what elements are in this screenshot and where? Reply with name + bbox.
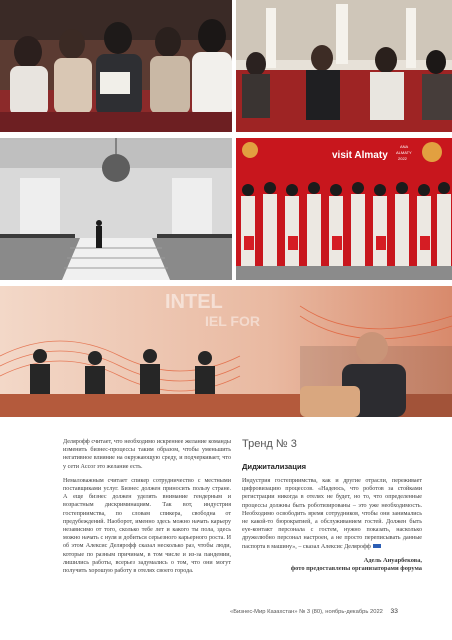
page-number: 33 [390,608,398,615]
photo-staircase [0,138,232,280]
banner-line2: ALMATY [396,150,412,155]
author-name: Адель Ануарбекова, [363,556,422,564]
panel-image [0,286,452,417]
banner-year: 2022 [398,156,407,161]
footer-magazine: «Бизнес-Мир Казахстан» № 3 (80), ноябрь-декабрь 2022 [230,609,383,615]
staircase-image [0,138,232,280]
left-text-column [63,438,231,581]
author-credit [242,557,422,574]
backdrop-text: INTEL [165,291,223,313]
photo-audience-right [236,0,452,132]
trend-title: Тренд № 3 [242,438,297,450]
visit-almaty-logo: visit Almaty [332,150,388,161]
backdrop-text2: IEL FOR [205,313,260,329]
right-text-column [242,438,422,574]
audience-right-image [236,0,452,132]
photo-group-banner [236,138,452,280]
audience-left-image [0,0,232,132]
left-paragraph-2: Немаловажным считает спикер сотрудничество с местными поставщиками услуг. Бизнес должен приносить пользу стране. А еще бизнес должен уделять внимание гендерным и возрастным дискриминациям. Так вот, индустрия гостеприимства, по словам спикера, свободна от предубеждений. Наоборот, именно здесь можно начать карьеру независимо от того, сколько тебе лет и какого ты пола, здесь можно начать с нуля и добиться серьезного карьерного роста. И об этом Алексис Делярофф сказал несколько раз, чтобы люди, которые по разным причинам, в том числе и из-за пандемии, лишились работы, всерьез задумались о том, что они могут получить хорошую работу в отелях своего города. [63,477,231,575]
group-banner-image [236,138,452,280]
photo-panel-discussion [0,286,452,417]
right-paragraph [242,477,422,551]
page-footer [230,608,440,615]
banner-line1: ANA [400,144,409,149]
photo-audience-left [0,0,232,132]
right-paragraph-text: Индустрия гостеприимства, как и другие отрасли, переживает цифровизацию процессов. «Надеюсь, что роботов за стойками регистрации никогда в отелях не будет, но то, что определенные процессы должны быть роботизированы – это уже необходимость. Необходимо освободить время сотрудников, чтобы они занимались не какой-то бюрократией, а обслуживанием гостей. Должен быть eye-контакт персонала с гостем, нужно показать, насколько дружелюбно персонал настроен, а не просто переписывать данные паспорта в машину», – сказал Алексис Делярофф [242,478,422,550]
end-mark-icon [373,544,381,548]
left-paragraph-1: Делярофф считает, что необходимо искреннее желание команды изменить бизнес-процессы таким образом, чтобы уменьшить негативное влияние на окружающую среду, и подчеркивает, что у сети Accor это желание есть. [63,439,231,470]
photo-credit: фото предоставлены организаторами форума [290,565,422,573]
trend-subtitle: Диджитализация [242,462,307,471]
